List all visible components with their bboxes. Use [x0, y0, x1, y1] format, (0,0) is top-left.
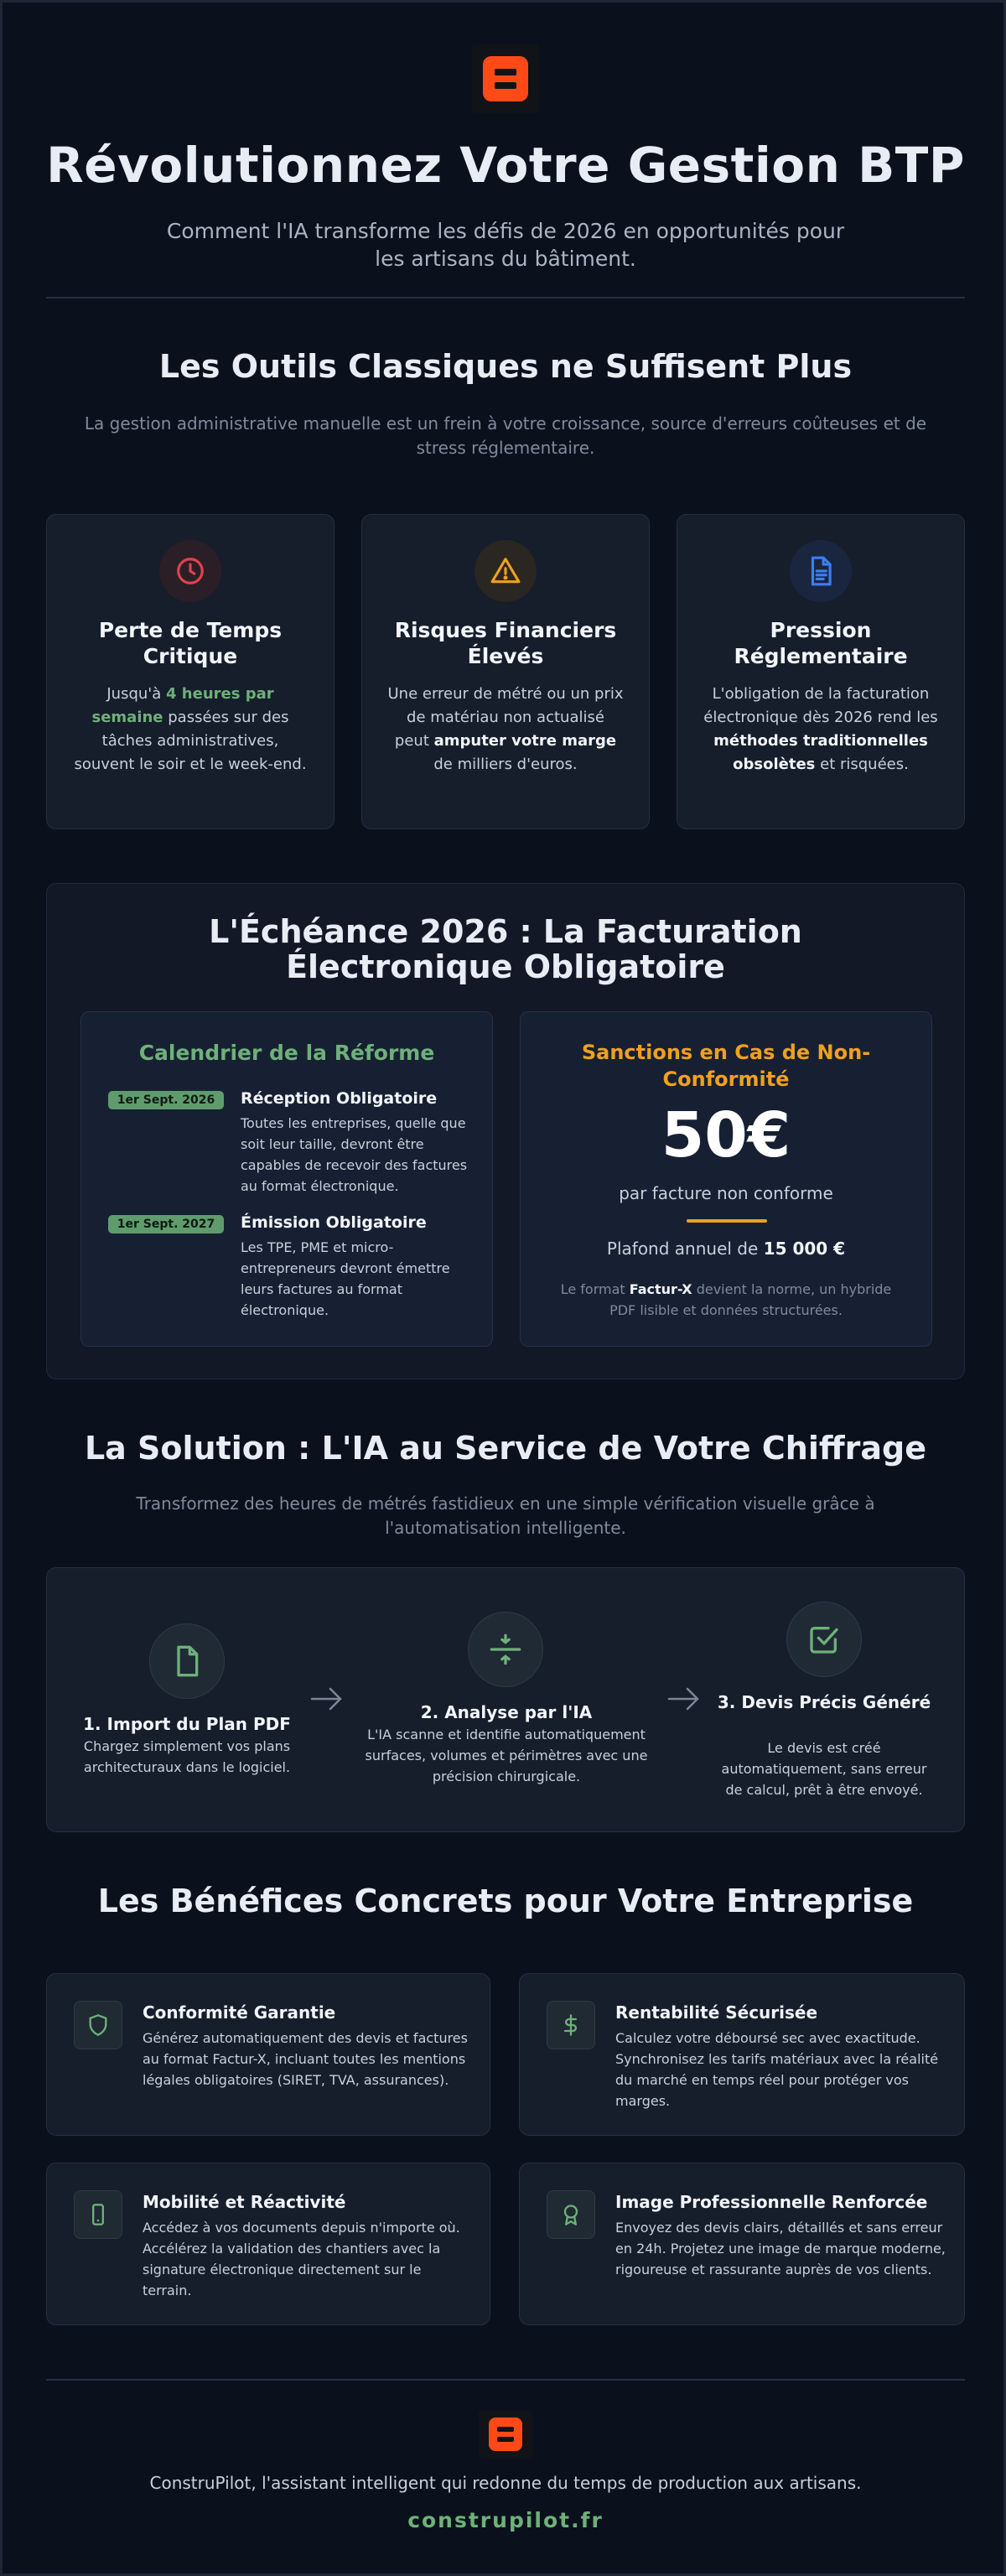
timeline-date-badge: 1er Sept. 2026	[108, 1091, 224, 1109]
annual-cap: Plafond annuel de 15 000 €	[606, 1239, 846, 1259]
hero-title: Révolutionnez Votre Gestion BTP	[46, 137, 965, 194]
step-text: Le devis est créé automatiquement, sans erreur de calcul, prêt à être envoyé.	[721, 1740, 927, 1798]
benefit-text: Calculez votre déboursé sec avec exactitude. Synchronisez les tarifs matériaux avec la réalité du marché en temps réel pour protéger vos marges.	[615, 2030, 939, 2109]
step-title: 1. Import du Plan PDF	[83, 1714, 291, 1734]
logo-icon	[489, 2418, 522, 2451]
card-title: Pression Réglementaire	[734, 618, 908, 668]
benefit-card	[519, 2163, 965, 2325]
shield-icon	[74, 2001, 122, 2049]
timeline-title: Émission Obligatoire	[241, 1213, 427, 1232]
problem-card-regulatory	[677, 514, 965, 829]
timeline-text: Les TPE, PME et micro-entrepreneurs devront émettre leurs factures au format électronique.	[241, 1239, 450, 1318]
benefit-card	[46, 2163, 490, 2325]
format-note: Le format Factur-X devient la norme, un hybride PDF lisible et données structurées.	[560, 1281, 892, 1318]
clock-icon	[159, 540, 221, 602]
timeline-title: Réception Obligatoire	[241, 1089, 438, 1108]
fine-amount: 50€	[661, 1099, 791, 1171]
problem-card-time	[46, 514, 334, 829]
solution-title: La Solution : L'IA au Service de Votre Chiffrage	[84, 1430, 927, 1467]
problems-subtitle: La gestion administrative manuelle est un frein à votre croissance, source d'erreurs coûteuses et de stress réglementaire.	[84, 413, 927, 458]
mobile-icon	[74, 2190, 122, 2239]
problem-card-financial	[361, 514, 650, 829]
problems-title: Les Outils Classiques ne Suffisent Plus	[158, 348, 853, 385]
card-title: Perte de Temps Critique	[98, 618, 283, 668]
file-icon	[149, 1623, 225, 1699]
document-icon	[790, 540, 852, 602]
step-title: 2. Analyse par l'IA	[420, 1702, 593, 1722]
benefit-card	[46, 1973, 490, 2136]
sanctions-card	[520, 1011, 932, 1347]
step-text: Chargez simplement vos plans architecturaux dans le logiciel.	[83, 1738, 291, 1775]
divider	[46, 2379, 965, 2381]
step-title: 3. Devis Précis Généré	[717, 1692, 931, 1712]
arrow-right-icon	[307, 1682, 347, 1719]
card-text: L'obligation de la facturation électronique dès 2026 rend les méthodes traditionnelles obsolètes et risquées.	[703, 685, 938, 773]
solution-subtitle: Transformez des heures de métrés fastidieux en une simple vérification visuelle grâce à l'automatisation intelligente.	[136, 1493, 875, 1538]
scan-icon	[468, 1612, 543, 1687]
fine-caption: par facture non conforme	[619, 1183, 833, 1203]
benefit-text: Envoyez des devis clairs, détaillés et sans erreur en 24h. Projetez une image de marque moderne, rigoureuse et rassurante auprès de vos clients.	[615, 2220, 946, 2277]
award-icon	[547, 2190, 595, 2239]
benefit-title: Image Professionnelle Renforcée	[615, 2192, 928, 2212]
benefit-title: Mobilité et Réactivité	[143, 2192, 346, 2212]
deadline-panel	[46, 883, 965, 1379]
solution-steps-panel	[46, 1567, 965, 1832]
sanctions-title: Sanctions en Cas de Non-Conformité	[581, 1041, 871, 1091]
benefit-title: Rentabilité Sécurisée	[615, 2002, 818, 2023]
benefit-title: Conformité Garantie	[143, 2002, 336, 2023]
card-text: Une erreur de métré ou un prix de matériau non actualisé peut amputer votre marge de milliers d'euros.	[387, 685, 624, 773]
accent-divider	[687, 1219, 767, 1223]
logo-icon	[483, 56, 528, 101]
deadline-title: L'Échéance 2026 : La Facturation Électronique Obligatoire	[209, 913, 802, 985]
benefit-card	[519, 1973, 965, 2136]
calendar-title: Calendrier de la Réforme	[138, 1041, 435, 1065]
arrow-right-icon	[664, 1682, 704, 1719]
timeline-date-badge: 1er Sept. 2027	[108, 1215, 224, 1233]
hero-subtitle: Comment l'IA transforme les défis de 2026 en opportunités pour les artisans du bâtiment.	[166, 219, 845, 271]
step-text: L'IA scanne et identifie automatiquement surfaces, volumes et périmètres avec une précision chirurgicale.	[365, 1727, 648, 1784]
footer-site-link[interactable]: construpilot.fr	[407, 2508, 604, 2532]
benefit-text: Accédez à vos documents depuis n'importe où. Accélérez la validation des chantiers avec la signature électronique directement sur le terrain.	[143, 2220, 460, 2298]
brand-logo	[472, 44, 539, 113]
dollar-icon	[547, 2001, 595, 2049]
footer-logo	[479, 2411, 532, 2458]
divider	[46, 297, 965, 299]
timeline-text: Toutes les entreprises, quelle que soit leur taille, devront être capables de recevoir des factures au format électronique.	[241, 1115, 468, 1194]
warning-icon	[474, 540, 537, 602]
benefit-text: Générez automatiquement des devis et factures au format Factur-X, incluant toutes les mentions légales obligatoires (SIRET, TVA, assurances).	[143, 2030, 468, 2088]
check-square-icon	[786, 1602, 862, 1677]
footer-tagline: ConstruPilot, l'assistant intelligent qui redonne du temps de production aux artisans.	[149, 2473, 862, 2493]
card-text: Jusqu'à 4 heures par semaine passées sur des tâches administratives, souvent le soir et le week-end.	[74, 685, 307, 773]
card-title: Risques Financiers Élevés	[394, 618, 617, 668]
calendar-card	[80, 1011, 493, 1347]
benefits-title: Les Bénéfices Concrets pour Votre Entreprise	[97, 1883, 914, 1919]
